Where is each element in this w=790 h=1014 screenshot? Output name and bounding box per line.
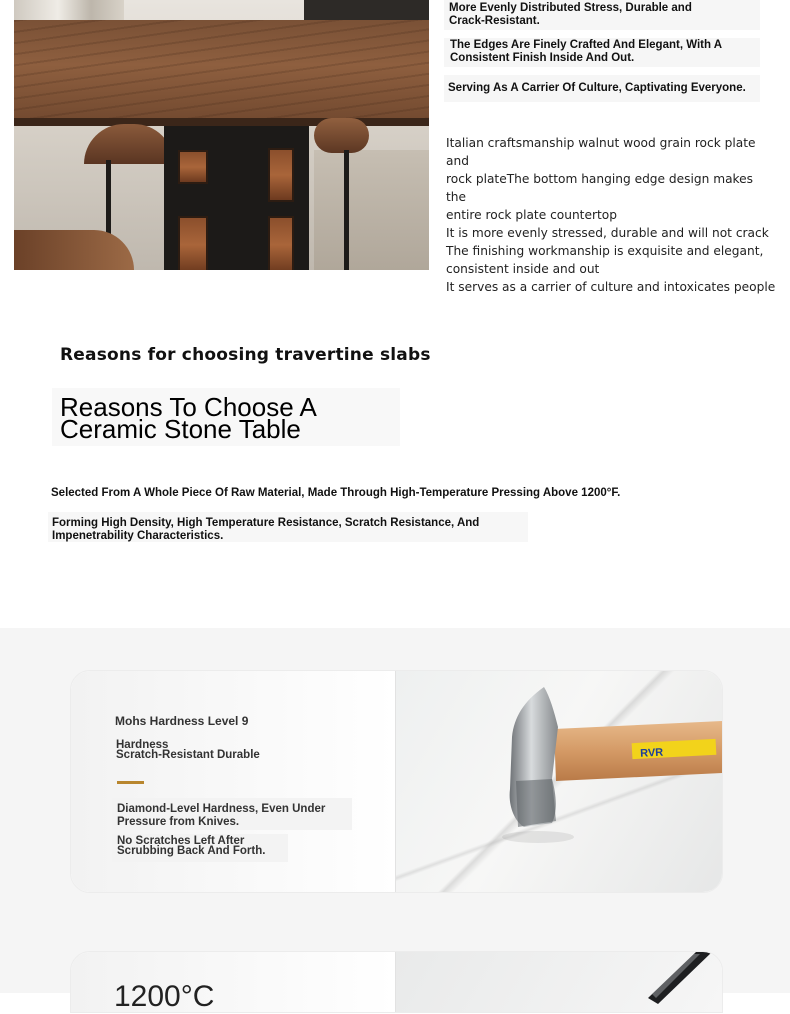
hardness-tag: Scratch-Resistant Durable — [116, 749, 260, 761]
temperature-heading: 1200°C — [114, 980, 215, 1013]
wood-grain — [14, 20, 429, 120]
product-description — [446, 134, 776, 296]
leg-wood-inset — [268, 148, 294, 202]
hardness-level: Mohs Hardness Level 9 — [115, 714, 249, 728]
hardness-desc-2 — [117, 836, 265, 856]
hardness-desc-line: No Scratches Left After — [117, 835, 245, 847]
table-leg-base — [164, 126, 309, 270]
reasons-body-1: Selected From A Whole Piece Of Raw Material, Made Through High-Temperature Pressing Above 1200°F. — [51, 487, 621, 499]
product-photo-dining-table — [14, 0, 429, 270]
feature-edges — [450, 39, 750, 65]
reasons-body-2 — [52, 517, 479, 543]
hammer-illustration — [396, 671, 722, 892]
description-line: It is more evenly stressed, durable and will not crack — [446, 226, 769, 240]
hardness-tag: Hardness — [116, 739, 169, 751]
hardness-desc-line: Diamond-Level Hardness, Even Under — [117, 803, 326, 815]
accent-divider — [117, 781, 144, 784]
feature-durable — [449, 2, 749, 28]
marble-surface-image — [396, 671, 722, 892]
chair-seat-right — [314, 118, 369, 153]
feature-text: Crack-Resistant. — [449, 15, 540, 27]
hardness-desc-1 — [117, 803, 325, 829]
glassware-image — [14, 0, 124, 22]
feature-text: The Edges Are Finely Crafted And Elegant, With A — [450, 39, 723, 51]
leg-wood-inset — [268, 216, 294, 270]
description-line: Italian craftsmanship walnut wood grain rock plate and — [446, 136, 756, 168]
reasons-subtitle: Reasons for choosing travertine slabs — [60, 345, 431, 365]
leg-wood-inset — [178, 216, 208, 270]
feature-text: More Evenly Distributed Stress, Durable and — [449, 2, 692, 14]
description-line: consistent inside and out — [446, 262, 600, 276]
hardness-tags — [116, 740, 260, 760]
leg-wood-inset — [178, 150, 208, 184]
tabletop-edge — [14, 118, 429, 126]
svg-text:RVR: RVR — [639, 746, 664, 760]
torch-image — [396, 952, 722, 1012]
description-line: rock plateThe bottom hanging edge design makes the — [446, 172, 754, 204]
torch-illustration — [396, 952, 722, 1012]
chair-leg — [344, 150, 349, 270]
feature-text: Consistent Finish Inside And Out. — [450, 52, 635, 64]
description-line: The finishing workmanship is exquisite and elegant, — [446, 244, 764, 258]
section-title-line: Ceramic Stone Table — [60, 414, 301, 444]
hardness-desc-line: Scrubbing Back And Forth. — [117, 845, 266, 857]
feature-text: Serving As A Carrier Of Culture, Captivating Everyone. — [448, 82, 746, 94]
description-line: It serves as a carrier of culture and intoxicates people — [446, 280, 776, 294]
reasons-body-line: Impenetrability Characteristics. — [52, 530, 224, 542]
section-title-line: Reasons To Choose A — [60, 392, 317, 422]
chair-bottom — [14, 230, 134, 270]
reasons-body-line: Forming High Density, High Temperature Resistance, Scratch Resistance, And — [52, 517, 480, 529]
chair-seat-left — [84, 124, 174, 164]
floor-area — [314, 150, 429, 270]
section-title — [60, 392, 390, 444]
description-line: entire rock plate countertop — [446, 208, 617, 222]
feature-culture — [448, 82, 768, 95]
hardness-desc-line: Pressure from Knives. — [117, 816, 240, 828]
